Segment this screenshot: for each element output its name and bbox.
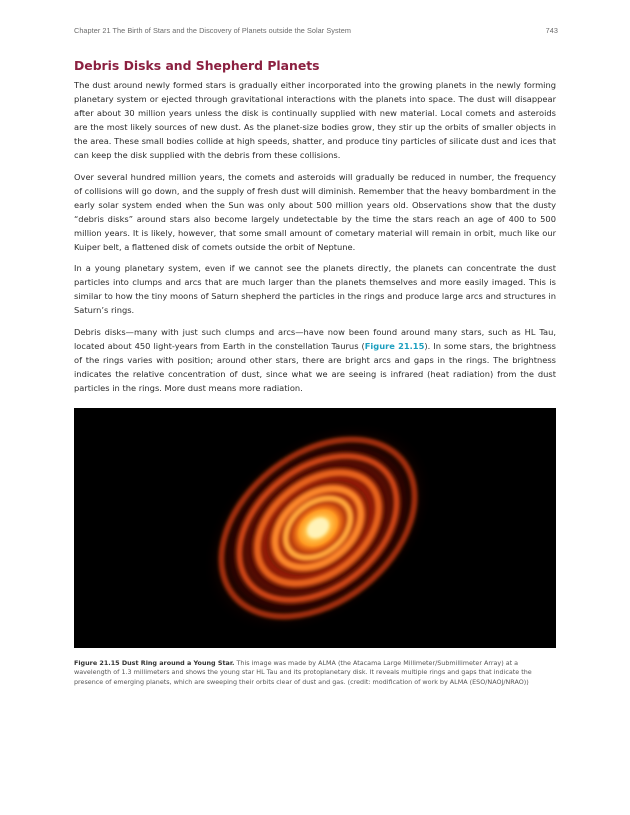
paragraph-4: [74, 325, 556, 395]
figure-caption-label: Figure 21.15 Dust Ring around a Young Star.: [74, 659, 235, 667]
protoplanetary-disk-illustration: [74, 408, 556, 648]
chapter-title: Chapter 21 The Birth of Stars and the Discovery of Planets outside the Solar System: [74, 26, 351, 35]
body-text: [74, 78, 556, 402]
figure-caption-text: This image was made by ALMA (the Atacama Large Millimeter/Submillimeter Array) at a wavelength of 1.3 millimeters and shows the young star HL Tau and its protoplanetary disk. It reveals multiple rings and gaps that indicate the presence of emerging planets, which are sweeping their orbits clear of dust and gas. (credit: modification of work by ALMA (ESO/NAOJ/NRAO)): [74, 659, 532, 686]
figure-link[interactable]: Figure 21.15: [364, 340, 425, 351]
paragraph-4-start: Debris disks—many with just such clumps and arcs—have now been found around many stars, such as HL Tau, located about 450 light-years from Earth in the constellation Taurus (: [74, 326, 556, 351]
paragraph-4-end: ). In some stars, the brightness of the rings varies with position; around other stars, there are bright arcs and gaps in the rings. The brightness indicates the relative concentration of dust, since what we are seeing is infrared (heat radiation) from the dust particles in the rings. More dust means more radiation.: [74, 340, 556, 393]
figure-caption: [74, 659, 556, 687]
dust-ring-image: [74, 408, 556, 648]
paragraph-2: Over several hundred million years, the comets and asteroids will gradually be reduced in number, the frequency of collisions will go down, and the supply of fresh dust will diminish. Remember that the heavy bombardment in the early solar system ended when the Sun was only about 500 million years old. Observations show that the dusty “debris disks” around stars also become largely undetectable by the time the stars reach an age of 400 to 500 million years. It is likely, however, that some small amount of cometary material will remain in orbit, much like our Kuiper belt, a flattened disk of comets outside the orbit of Neptune.: [74, 171, 556, 253]
section-heading: Debris Disks and Shepherd Planets: [74, 58, 320, 73]
paragraph-3: In a young planetary system, even if we cannot see the planets directly, the planets can concentrate the dust particles into clumps and arcs that are much larger than the planets themselves and more easily imaged. This is similar to how the tiny moons of Saturn shepherd the particles in the rings and produce large arcs and structures in Saturn’s rings.: [74, 263, 556, 316]
page-number: 743: [545, 26, 558, 35]
paragraph-1: The dust around newly formed stars is gradually either incorporated into the growing planets in the newly forming planetary system or ejected through gravitational interactions with the planets into space. The dust will disappear after about 30 million years unless the disk is continually supplied with new material. Local comets and asteroids are the most likely sources of new dust. As the planet-size bodies grow, they stir up the orbits of smaller objects in the area. These small bodies collide at high speeds, shatter, and produce tiny particles of silicate dust and ices that can keep the disk supplied with the debris from these collisions.: [74, 80, 556, 161]
